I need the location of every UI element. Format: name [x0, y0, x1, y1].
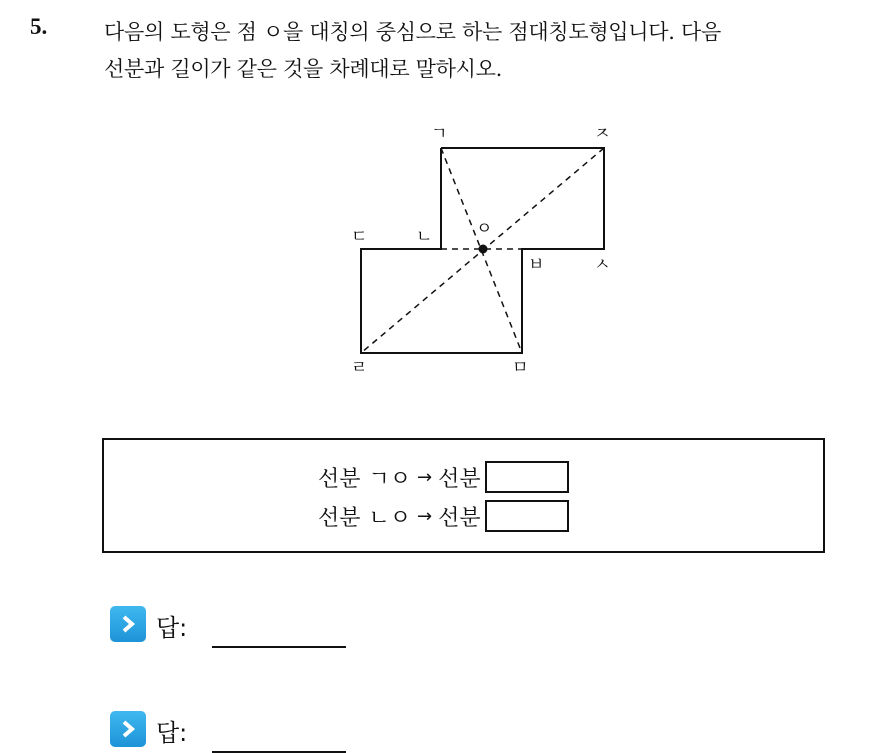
chevron-right-icon: [110, 711, 146, 747]
label-j: ㅈ: [594, 124, 611, 144]
center-point: [479, 245, 488, 254]
label-r: ㄹ: [351, 358, 368, 378]
equation-box: [102, 438, 825, 553]
answer-1-label: 답:: [156, 614, 188, 642]
row1-target: 선분: [438, 466, 481, 492]
answer-2: [110, 711, 187, 748]
label-s: ㅅ: [594, 255, 611, 275]
label-n: ㄴ: [416, 227, 433, 247]
label-d: ㄷ: [351, 227, 368, 247]
question-line-2: 선분과 길이가 같은 것을 차례대로 말하시오.: [104, 57, 502, 81]
row1-prefix: 선분: [318, 466, 361, 492]
label-g: ㄱ: [431, 124, 448, 144]
row1-segment: ㄱㅇ: [368, 466, 412, 492]
label-b: ㅂ: [528, 255, 545, 275]
label-o: ㅇ: [476, 219, 493, 239]
equation-row-2: [318, 499, 569, 533]
answer-1: [110, 606, 187, 643]
row1-arrow: →: [417, 466, 433, 488]
row2-segment: ㄴㅇ: [368, 505, 412, 531]
question-number: 5.: [30, 14, 48, 39]
row1-answer-blank[interactable]: [485, 461, 569, 493]
equation-row-1: [318, 460, 569, 494]
row2-target: 선분: [438, 505, 481, 531]
row2-answer-blank[interactable]: [485, 500, 569, 532]
label-m: ㅁ: [512, 358, 529, 378]
question-line-1: 다음의 도형은 점 ㅇ을 대칭의 중심으로 하는 점대칭도형입니다. 다음: [104, 20, 721, 44]
row2-arrow: →: [417, 505, 433, 527]
chevron-right-icon: [110, 606, 146, 642]
row2-prefix: 선분: [318, 505, 361, 531]
answer-2-label: 답:: [156, 719, 188, 747]
answer-1-line[interactable]: [212, 646, 346, 648]
